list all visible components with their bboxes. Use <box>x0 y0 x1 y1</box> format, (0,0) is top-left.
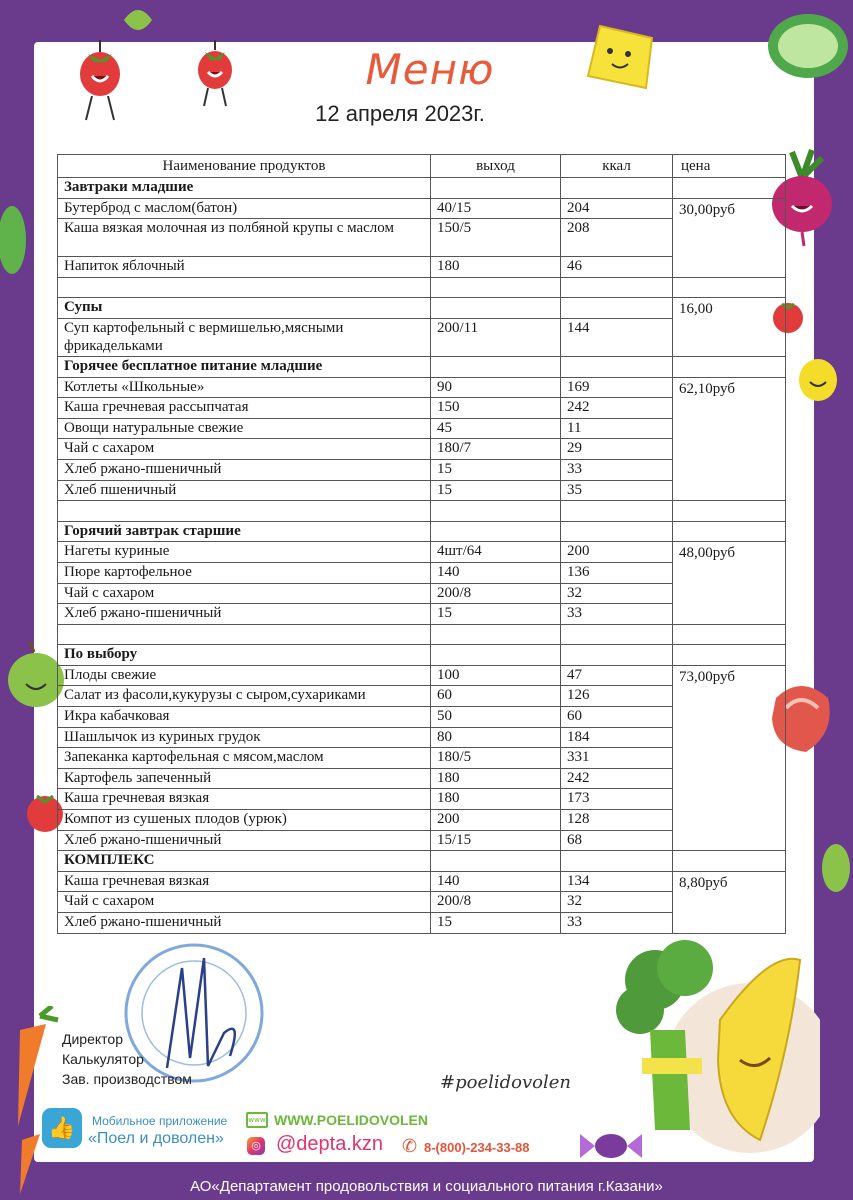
item-name: Чай с сахаром <box>58 583 431 604</box>
empty-cell <box>431 501 561 522</box>
left-leaf-icon <box>0 200 32 280</box>
table-header-row <box>58 155 786 178</box>
item-yield: 200/11 <box>431 318 561 356</box>
item-yield: 15/15 <box>431 830 561 851</box>
item-yield: 200 <box>431 810 561 831</box>
menu-title: Меню <box>365 45 495 94</box>
item-kcal: 60 <box>561 707 673 728</box>
item-name: Хлеб пшеничный <box>58 480 431 501</box>
item-kcal: 169 <box>561 377 673 398</box>
empty-cell <box>431 624 561 645</box>
item-name: Икра кабачковая <box>58 707 431 728</box>
item-kcal: 204 <box>561 198 673 219</box>
item-yield: 60 <box>431 686 561 707</box>
item-yield: 200/8 <box>431 583 561 604</box>
cucumber-slice-icon <box>760 8 850 88</box>
item-kcal: 173 <box>561 789 673 810</box>
item-kcal: 11 <box>561 418 673 439</box>
item-kcal: 242 <box>561 768 673 789</box>
item-kcal: 29 <box>561 439 673 460</box>
empty-cell <box>673 178 786 199</box>
item-name: Каша вязкая молочная из полбяной крупы с маслом <box>58 219 431 257</box>
blank-row <box>58 501 786 522</box>
organization-name: АО«Департамент продовольствия и социального питания г.Казани» <box>190 1178 663 1195</box>
empty-cell <box>561 624 673 645</box>
item-yield: 45 <box>431 418 561 439</box>
lemon-character-icon <box>796 356 840 404</box>
section-price: 16,00 <box>673 298 786 357</box>
item-yield: 150/5 <box>431 219 561 257</box>
signature-director: Директор <box>62 1031 123 1047</box>
item-name: Котлеты «Школьные» <box>58 377 431 398</box>
website-icon: www <box>246 1112 268 1128</box>
item-name: Хлеб ржано-пшеничный <box>58 459 431 480</box>
phone-icon: ✆ <box>402 1136 418 1156</box>
section-price: 8,80руб <box>673 871 786 933</box>
app-label: Мобильное приложение <box>92 1114 228 1128</box>
section-row <box>58 851 786 872</box>
item-name: Запеканка картофельная с мясом,маслом <box>58 748 431 769</box>
item-kcal: 33 <box>561 459 673 480</box>
item-yield: 200/8 <box>431 892 561 913</box>
item-name: Каша гречневая вязкая <box>58 871 431 892</box>
item-kcal: 68 <box>561 830 673 851</box>
item-kcal: 33 <box>561 604 673 625</box>
empty-cell <box>673 521 786 542</box>
empty-cell <box>431 851 561 872</box>
item-yield: 90 <box>431 377 561 398</box>
empty-cell <box>431 356 561 377</box>
item-yield: 15 <box>431 459 561 480</box>
app-name: «Поел и доволен» <box>88 1130 224 1147</box>
right-leaf-icon <box>812 840 852 896</box>
menu-item-row <box>58 665 786 686</box>
instagram-icon: ◎ <box>247 1137 265 1155</box>
empty-cell <box>431 645 561 666</box>
empty-cell <box>673 501 786 522</box>
item-yield: 180 <box>431 768 561 789</box>
cheese-character-icon <box>580 16 660 96</box>
item-name: Напиток яблочный <box>58 257 431 278</box>
corner-leaf-icon <box>118 0 158 40</box>
item-yield: 100 <box>431 665 561 686</box>
item-name: Каша гречневая вязкая <box>58 789 431 810</box>
item-name: Каша гречневая рассыпчатая <box>58 398 431 419</box>
item-yield: 50 <box>431 707 561 728</box>
item-name: Бутерброд с маслом(батон) <box>58 198 431 219</box>
item-kcal: 47 <box>561 665 673 686</box>
item-name: Шашлычок из куриных грудок <box>58 727 431 748</box>
item-yield: 180/5 <box>431 748 561 769</box>
empty-cell <box>561 645 673 666</box>
empty-cell <box>561 501 673 522</box>
section-title: Горячее бесплатное питание младшие <box>58 356 431 377</box>
item-yield: 180 <box>431 257 561 278</box>
phone-number[interactable]: 8-(800)-234-33-88 <box>424 1140 530 1155</box>
header-kcal: ккал <box>561 155 673 178</box>
tomato-character-left-icon <box>70 40 130 125</box>
item-kcal: 128 <box>561 810 673 831</box>
item-kcal: 208 <box>561 219 673 257</box>
empty-cell <box>561 851 673 872</box>
hashtag: #poelidovolen <box>440 1072 571 1093</box>
item-name: Хлеб ржано-пшеничный <box>58 913 431 934</box>
empty-cell <box>561 277 673 298</box>
header-name: Наименование продуктов <box>58 155 431 178</box>
item-kcal: 184 <box>561 727 673 748</box>
header-yield: выход <box>431 155 561 178</box>
section-price: 30,00руб <box>673 198 786 277</box>
item-kcal: 126 <box>561 686 673 707</box>
section-row <box>58 298 786 319</box>
item-name: Пюре картофельное <box>58 562 431 583</box>
empty-cell <box>561 178 673 199</box>
header-price: цена <box>673 155 786 178</box>
empty-cell <box>431 298 561 319</box>
item-yield: 180/7 <box>431 439 561 460</box>
item-kcal: 32 <box>561 892 673 913</box>
section-title: КОМПЛЕКС <box>58 851 431 872</box>
item-kcal: 35 <box>561 480 673 501</box>
item-name: Компот из сушеных плодов (урюк) <box>58 810 431 831</box>
item-name: Чай с сахаром <box>58 892 431 913</box>
menu-date: 12 апреля 2023г. <box>315 101 485 126</box>
tomato-character-right-icon <box>190 40 240 110</box>
item-yield: 150 <box>431 398 561 419</box>
empty-cell <box>431 178 561 199</box>
thumbs-up-icon: 👍 <box>42 1108 82 1148</box>
item-name: Картофель запеченный <box>58 768 431 789</box>
empty-cell <box>561 298 673 319</box>
item-kcal: 32 <box>561 583 673 604</box>
section-price: 62,10руб <box>673 377 786 501</box>
empty-cell <box>58 501 431 522</box>
empty-cell <box>561 356 673 377</box>
item-name: Чай с сахаром <box>58 439 431 460</box>
item-yield: 15 <box>431 913 561 934</box>
item-kcal: 242 <box>561 398 673 419</box>
item-yield: 15 <box>431 604 561 625</box>
item-name: Овощи натуральные свежие <box>58 418 431 439</box>
item-kcal: 136 <box>561 562 673 583</box>
instagram-handle[interactable]: @depta.kzn <box>276 1133 384 1155</box>
item-name: Салат из фасоли,кукурузы с сыром,сухариками <box>58 686 431 707</box>
section-title: Завтраки младшие <box>58 178 431 199</box>
item-kcal: 144 <box>561 318 673 356</box>
section-price: 73,00руб <box>673 665 786 850</box>
item-name: Хлеб ржано-пшеничный <box>58 830 431 851</box>
signature-head: Зав. производством <box>62 1071 192 1087</box>
menu-item-row <box>58 871 786 892</box>
item-yield: 80 <box>431 727 561 748</box>
empty-cell <box>58 624 431 645</box>
item-kcal: 200 <box>561 542 673 563</box>
item-name: Плоды свежие <box>58 665 431 686</box>
item-kcal: 134 <box>561 871 673 892</box>
candy-icon <box>576 1126 646 1166</box>
blank-row <box>58 624 786 645</box>
section-price: 48,00руб <box>673 542 786 624</box>
section-row <box>58 356 786 377</box>
section-title: Горячий завтрак старшие <box>58 521 431 542</box>
item-yield: 15 <box>431 480 561 501</box>
menu-item-row <box>58 198 786 219</box>
empty-cell <box>673 624 786 645</box>
blank-row <box>58 277 786 298</box>
empty-cell <box>673 851 786 872</box>
item-name: Нагеты куриные <box>58 542 431 563</box>
item-kcal: 33 <box>561 913 673 934</box>
item-kcal: 331 <box>561 748 673 769</box>
empty-cell <box>673 277 786 298</box>
signature-calculator: Калькулятор <box>62 1051 144 1067</box>
empty-cell <box>673 356 786 377</box>
menu-table <box>57 154 786 934</box>
website-link[interactable]: WWW.POELIDOVOLEN <box>274 1112 428 1128</box>
section-title: Супы <box>58 298 431 319</box>
broccoli-banana-characters-icon <box>600 940 820 1155</box>
section-title: По выбору <box>58 645 431 666</box>
item-yield: 140 <box>431 562 561 583</box>
menu-item-row <box>58 377 786 398</box>
item-name: Хлеб ржано-пшеничный <box>58 604 431 625</box>
empty-cell <box>673 645 786 666</box>
item-yield: 40/15 <box>431 198 561 219</box>
item-yield: 180 <box>431 789 561 810</box>
item-yield: 140 <box>431 871 561 892</box>
empty-cell <box>431 521 561 542</box>
item-name: Суп картофельный с вермишелью,мясными фрикадельками <box>58 318 431 356</box>
carrot-character-icon <box>0 1006 60 1196</box>
section-row <box>58 521 786 542</box>
item-kcal: 46 <box>561 257 673 278</box>
item-yield: 4шт/64 <box>431 542 561 563</box>
section-row <box>58 178 786 199</box>
empty-cell <box>561 521 673 542</box>
section-row <box>58 645 786 666</box>
menu-item-row <box>58 542 786 563</box>
empty-cell <box>431 277 561 298</box>
empty-cell <box>58 277 431 298</box>
